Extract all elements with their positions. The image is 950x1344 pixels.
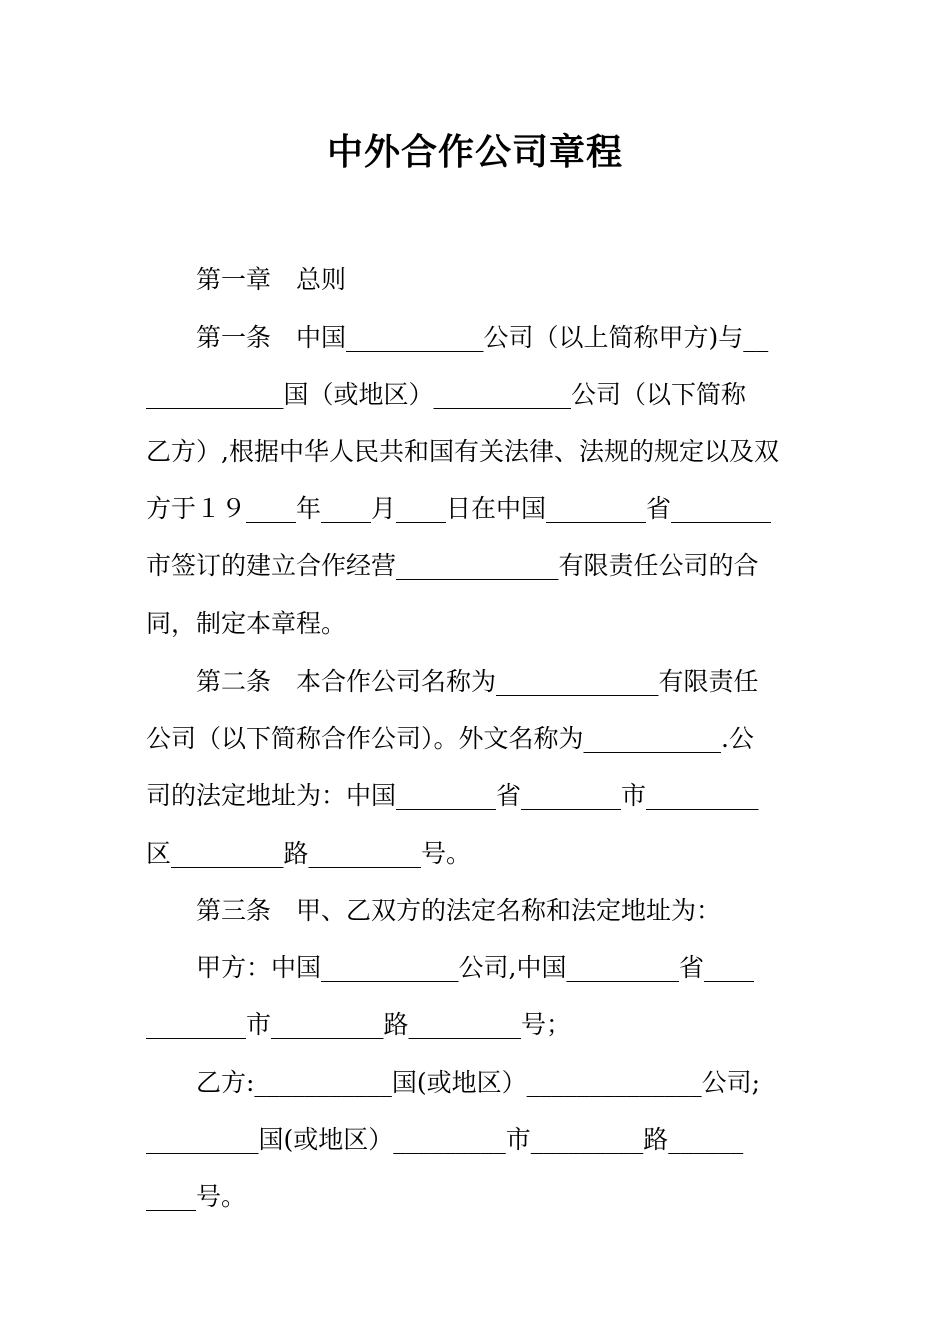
article-line: _________国(或地区）_________市_________路______ bbox=[146, 1125, 744, 1154]
article-line: 同，制定本章程。 bbox=[146, 609, 347, 638]
chapter-heading: 第一章 总则 bbox=[196, 265, 347, 294]
article-line: 市签订的建立合作经营_____________有限责任公司的合 bbox=[146, 551, 759, 580]
article-line: 方于１９____年____月____日在中国________省________ bbox=[146, 494, 772, 523]
article-line: 司的法定地址为：中国________省________市_________ bbox=[146, 781, 759, 810]
article-line: 乙方:___________国(或地区）______________公司; bbox=[196, 1068, 761, 1097]
article-line: ___________国（或地区）___________公司（以下简称 bbox=[146, 380, 747, 409]
article-line: 甲方：中国___________公司,中国_________省____ bbox=[196, 953, 754, 982]
article-line: 乙方）,根据中华人民共和国有关法律、法规的规定以及双 bbox=[146, 437, 779, 466]
article-line: 第二条 本合作公司名称为_____________有限责任 bbox=[196, 667, 759, 696]
article-line: ________市_________路_________号； bbox=[146, 1010, 572, 1039]
article-line: 第一条 中国___________公司（以上简称甲方)与__ bbox=[196, 323, 769, 352]
article-line: ____号。 bbox=[146, 1182, 247, 1211]
article-line: 第三条 甲、乙双方的法定名称和法定地址为： bbox=[196, 896, 722, 925]
article-line: 区_________路_________号。 bbox=[146, 839, 472, 868]
article-line: 公司（以下简称合作公司）。外文名称为___________.公 bbox=[146, 724, 754, 753]
document-title: 中外合作公司章程 bbox=[326, 131, 623, 173]
